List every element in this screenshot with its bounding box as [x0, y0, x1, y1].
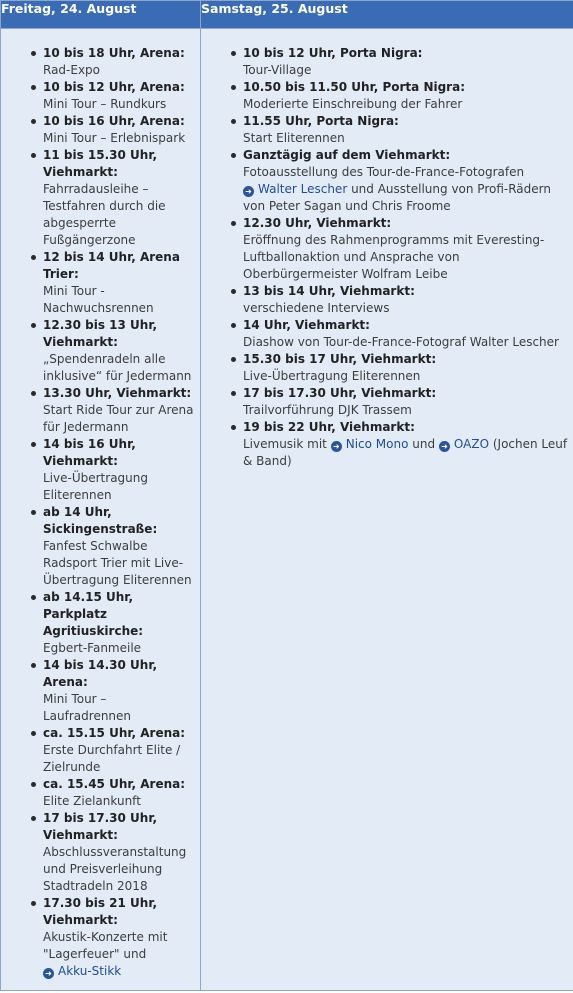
event-description-text: Akustik-Konzerte mit "Lagerfeuer" und [43, 930, 168, 961]
event-description: Trailvorführung DJK Trassem [243, 403, 412, 417]
list-item [1, 725, 196, 776]
list-item [201, 113, 569, 147]
friday-column [1, 29, 201, 991]
event-time: ca. 15.45 Uhr, Arena: [43, 777, 186, 791]
event-time: 17.30 bis 21 Uhr, Viehmarkt: [43, 896, 158, 927]
list-item [201, 45, 569, 79]
saturday-column [201, 29, 573, 991]
event-description: Mini Tour – Erlebnispark [43, 131, 186, 145]
list-item [1, 317, 196, 385]
event-time: 19 bis 22 Uhr, Viehmarkt: [243, 420, 415, 434]
event-time: 12 bis 14 Uhr, Arena Trier: [43, 250, 180, 281]
list-item [1, 504, 196, 589]
event-description: Mini Tour – Laufradrennen [43, 692, 132, 723]
event-time: 11 bis 15.30 Uhr, Viehmarkt: [43, 148, 158, 179]
event-time: 10 bis 16 Uhr, Arena: [43, 114, 185, 128]
friday-header: Freitag, 24. August [1, 1, 201, 29]
event-description: Elite Zielankunft [43, 794, 141, 808]
event-description: verschiedene Interviews [243, 301, 390, 315]
event-description: Egbert-Fanmeile [43, 641, 142, 655]
list-item [1, 589, 196, 657]
event-time: 11.55 Uhr, Porta Nigra: [243, 114, 399, 128]
event-time: 13.30 Uhr, Viehmarkt: [43, 386, 192, 400]
oazo-link[interactable]: OAZO [453, 437, 490, 451]
event-description: Start Eliterennen [243, 131, 345, 145]
event-time: Ganztägig auf dem Viehmarkt: [243, 148, 451, 162]
list-item [201, 351, 569, 385]
event-time: 10.50 bis 11.50 Uhr, Porta Nigra: [243, 80, 465, 94]
event-description-text: (Jochen Leuf & Band) [243, 437, 568, 468]
event-description: Mini Tour - Nachwuchsrennen [43, 284, 154, 315]
event-time: 17 bis 17.30 Uhr, Viehmarkt: [43, 811, 158, 842]
list-item [201, 283, 569, 317]
event-description: Rad-Expo [43, 63, 101, 77]
event-description: Abschlussveranstaltung und Preisverleihung Stadtradeln 2018 [43, 845, 187, 893]
event-description: Diashow von Tour-de-France-Fotograf Walter Lescher [243, 335, 559, 349]
event-time: 14 bis 16 Uhr, Viehmarkt: [43, 437, 136, 468]
list-item [1, 113, 196, 147]
list-item [1, 436, 196, 504]
friday-event-list [1, 29, 200, 980]
external-link-icon: ➜ [439, 441, 450, 452]
list-item [1, 810, 196, 895]
event-time: 15.30 bis 17 Uhr, Viehmarkt: [243, 352, 437, 366]
event-time: 12.30 Uhr, Viehmarkt: [243, 216, 392, 230]
saturday-event-list [201, 29, 573, 470]
walter-lescher-link[interactable]: Walter Lescher [258, 182, 348, 196]
event-description: Live-Übertragung Eliterennen [43, 471, 148, 502]
event-description: Tour-Village [243, 63, 312, 77]
event-description-text: und Ausstellung von Profi-Rädern von Peter Sagan und Chris Froome [243, 182, 551, 213]
list-item [1, 776, 196, 810]
event-description: Erste Durchfahrt Elite / Zielrunde [43, 743, 181, 774]
list-item [201, 317, 569, 351]
list-item [1, 895, 196, 980]
akku-stikk-link[interactable]: Akku-Stikk [58, 964, 122, 978]
external-link-icon: ➜ [243, 186, 254, 197]
event-time: 13 bis 14 Uhr, Viehmarkt: [243, 284, 415, 298]
event-description: Live-Übertragung Eliterennen [243, 369, 421, 383]
event-description: Mini Tour – Rundkurs [43, 97, 167, 111]
event-time: 14 Uhr, Viehmarkt: [243, 318, 370, 332]
event-description-text: und [412, 437, 436, 451]
event-description: Moderierte Einschreibung der Fahrer [243, 97, 463, 111]
event-description-text: Fotoausstellung des Tour-de-France-Fotografen [243, 165, 525, 179]
list-item [1, 79, 196, 113]
event-time: 10 bis 12 Uhr, Arena: [43, 80, 185, 94]
list-item [1, 147, 196, 249]
event-time: ab 14.15 Uhr, Parkplatz Agritiuskirche: [43, 590, 144, 638]
list-item [1, 45, 196, 79]
nico-mono-link[interactable]: Nico Mono [345, 437, 409, 451]
list-item [1, 249, 196, 317]
event-description: Start Ride Tour zur Arena für Jedermann [43, 403, 194, 434]
event-time: 17 bis 17.30 Uhr, Viehmarkt: [243, 386, 437, 400]
event-description: Fanfest Schwalbe Radsport Trier mit Live-Übertragung Eliterennen [43, 539, 192, 587]
event-time: 10 bis 12 Uhr, Porta Nigra: [243, 46, 423, 60]
event-time: 12.30 bis 13 Uhr, Viehmarkt: [43, 318, 158, 349]
event-description [43, 929, 196, 980]
event-description: Fahrradausleihe – Testfahren durch die abgesperrte Fußgängerzone [43, 182, 166, 247]
event-time: 14 bis 14.30 Uhr, Arena: [43, 658, 158, 689]
list-item [1, 385, 196, 436]
saturday-header: Samstag, 25. August [201, 1, 573, 29]
event-description: Eröffnung des Rahmenprogramms mit Everesting-Luftballonaktion und Ansprache von Oberbürgermeister Wolfram Leibe [243, 233, 545, 281]
list-item [201, 419, 569, 470]
list-item [201, 215, 569, 283]
list-item [201, 385, 569, 419]
event-time: ab 14 Uhr, Sickingenstraße: [43, 505, 158, 536]
event-description [243, 436, 569, 470]
external-link-icon: ➜ [331, 441, 342, 452]
event-description: „Spendenradeln alle inklusive“ für Jedermann [43, 352, 192, 383]
event-description-text: Livemusik mit [243, 437, 327, 451]
external-link-icon: ➜ [43, 968, 54, 979]
event-time: ca. 15.15 Uhr, Arena: [43, 726, 186, 740]
event-description [243, 164, 569, 215]
event-time: 10 bis 18 Uhr, Arena: [43, 46, 185, 60]
list-item [201, 147, 569, 215]
list-item [1, 657, 196, 725]
list-item [201, 79, 569, 113]
